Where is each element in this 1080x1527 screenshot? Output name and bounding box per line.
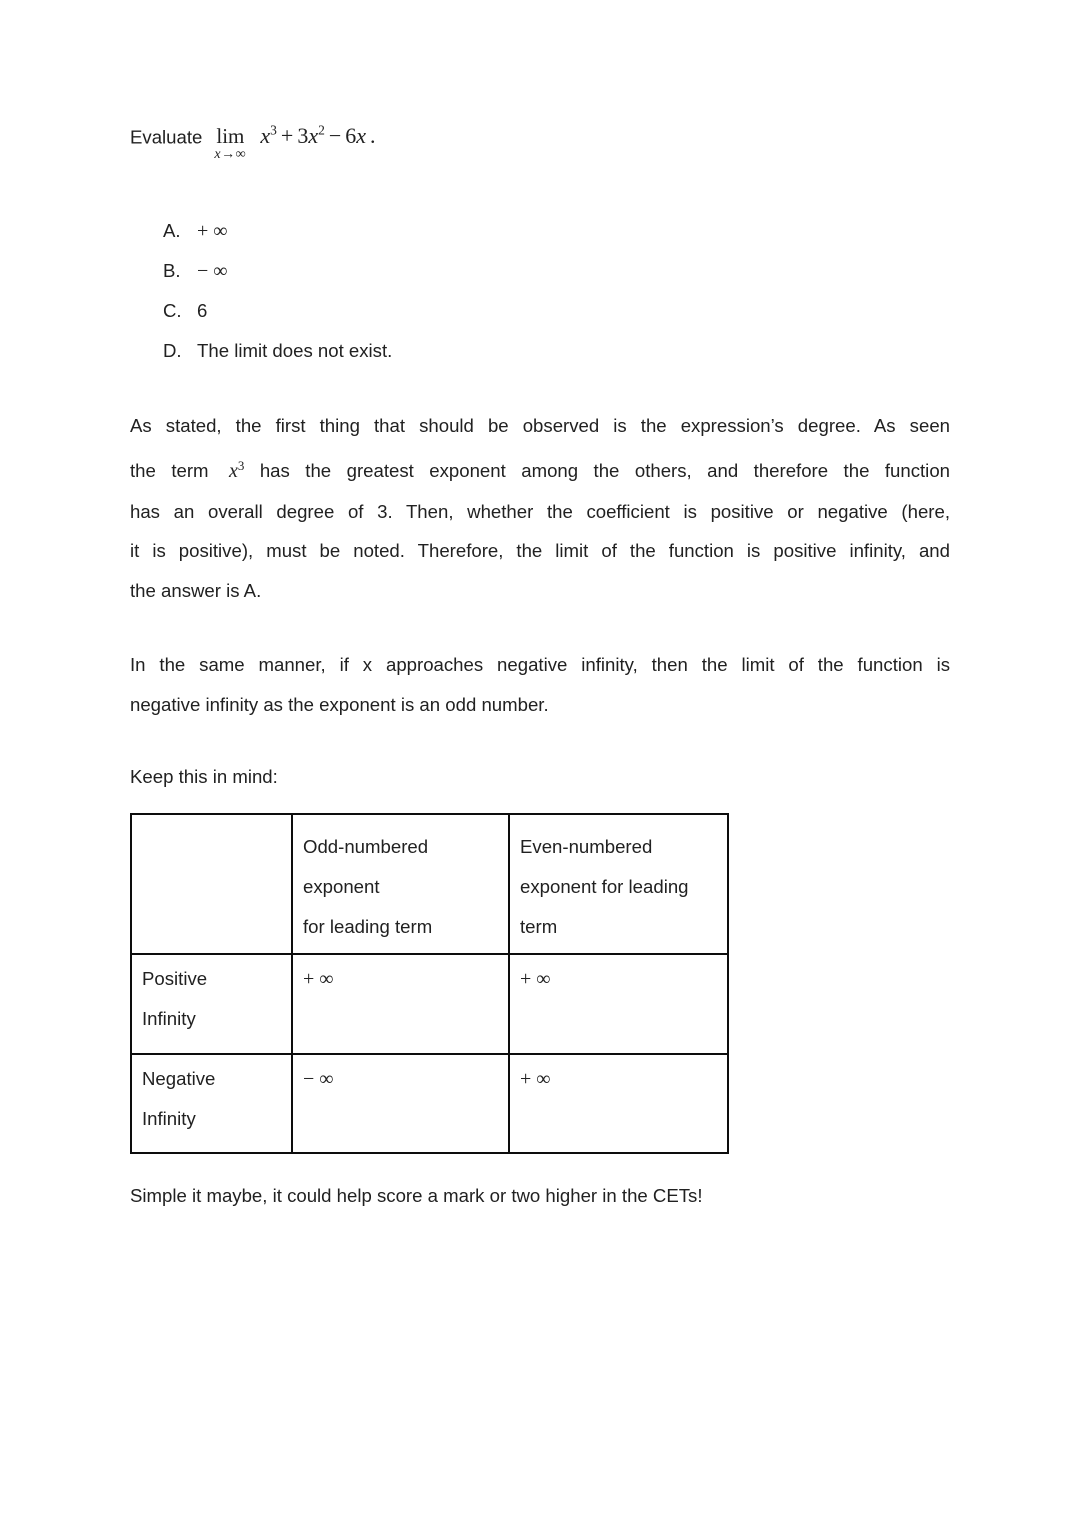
table-row-positive-infinity: [131, 954, 728, 1054]
option-a-label: A.: [163, 220, 181, 241]
cell-positive-odd-value: + ∞: [303, 968, 334, 990]
header-odd-line-2: exponent: [303, 876, 380, 897]
expression-period: .: [370, 123, 376, 149]
explanation-line-2-post: has the greatest exponent among the others, and therefore the function: [259, 459, 950, 481]
problem-statement: [130, 123, 950, 163]
option-c: [130, 291, 950, 331]
explanation-line-1: As stated, the first thing that should be observed is the expression’s degree. As seen: [130, 415, 950, 436]
prompt-label: Evaluate: [130, 126, 203, 148]
limit-operator-text: lim: [216, 124, 245, 149]
expression-exponent-2: 2: [318, 123, 325, 138]
expression-coef-2: 3: [297, 123, 309, 149]
cell-negative-even-value: + ∞: [520, 1068, 551, 1090]
table-corner-cell: [131, 814, 292, 954]
table-header-odd: [292, 814, 509, 954]
row-label-positive-line-1: Positive: [142, 968, 208, 989]
infinity-behavior-table: [130, 813, 729, 1154]
limit-subscript: x→∞: [214, 147, 247, 163]
plus-operator: +: [280, 123, 294, 149]
explanation-p2-line-2: negative infinity as the exponent is an odd number.: [130, 693, 549, 715]
header-odd-line-3: for leading term: [303, 916, 433, 937]
cell-negative-odd: [292, 1054, 509, 1153]
expression-x1: x: [260, 123, 271, 149]
note-line: Keep this in mind:: [130, 766, 278, 787]
cell-positive-odd: [292, 954, 509, 1054]
table-row-negative-infinity: [131, 1054, 728, 1153]
limit-operator: [214, 124, 247, 163]
header-odd-line-1: Odd-numbered: [303, 836, 429, 857]
expression-coef-3: 6: [345, 123, 357, 149]
option-d-label: D.: [163, 340, 182, 361]
row-label-positive: [131, 954, 292, 1054]
expression-x3: x: [356, 123, 367, 149]
option-c-label: C.: [163, 300, 182, 321]
inline-math-exponent: 3: [237, 457, 245, 473]
explanation-line-2-pre: the term: [130, 459, 209, 481]
explanation-line-5: the answer is A.: [130, 580, 262, 601]
option-b: [130, 251, 950, 291]
row-label-negative: [131, 1054, 292, 1153]
limit-expression: [260, 123, 375, 148]
explanation-paragraph-1: [130, 406, 950, 611]
inline-math-x: x: [228, 459, 238, 482]
cell-negative-odd-value: − ∞: [303, 1068, 334, 1090]
explanation-line-3: has an overall degree of 3. Then, whether the coefficient is positive or negative (here,: [130, 500, 950, 522]
table-header-row: [131, 814, 728, 954]
cell-positive-even-value: + ∞: [520, 968, 551, 990]
header-even-line-3: term: [520, 916, 558, 937]
header-even-line-2: exponent for leading: [520, 876, 689, 897]
option-d-value: The limit does not exist.: [197, 340, 393, 361]
explanation-paragraph-2: [130, 645, 950, 724]
option-a: [130, 211, 950, 251]
option-a-value: + ∞: [197, 220, 228, 242]
expression-exponent-1: 3: [270, 123, 277, 138]
expression-x2: x: [308, 123, 319, 149]
closing-line: Simple it maybe, it could help score a mark or two higher in the CETs!: [130, 1185, 703, 1206]
cell-negative-even: [509, 1054, 728, 1153]
option-b-value: − ∞: [197, 260, 228, 282]
cell-positive-even: [509, 954, 728, 1054]
option-c-value: 6: [197, 300, 208, 321]
explanation-line-4: it is positive), must be noted. Therefore, the limit of the function is positive infinity, and: [130, 540, 950, 562]
explanation-line-2: [130, 446, 950, 492]
row-label-negative-line-1: Negative: [142, 1068, 216, 1089]
explanation-p2-line-1: In the same manner, if x approaches negative infinity, then the limit of the function is: [130, 654, 950, 675]
row-label-positive-line-2: Infinity: [142, 1008, 196, 1029]
option-d: [130, 331, 950, 371]
table-header-even: [509, 814, 728, 954]
options-list: [130, 211, 950, 371]
option-b-label: B.: [163, 260, 181, 281]
header-even-line-1: Even-numbered: [520, 836, 653, 857]
row-label-negative-line-2: Infinity: [142, 1108, 196, 1129]
minus-operator: −: [328, 123, 342, 149]
